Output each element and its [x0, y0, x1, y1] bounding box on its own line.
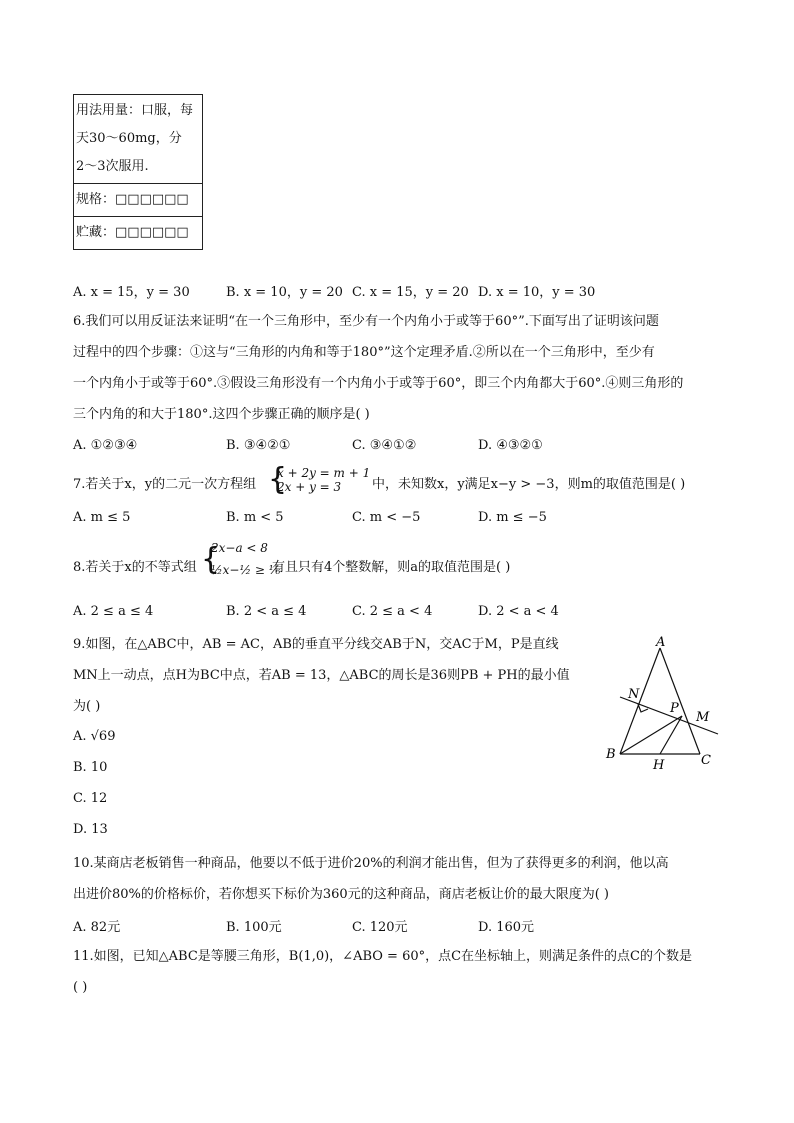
q5-option-c: C. x = 15，y = 20 — [352, 285, 469, 300]
q10-option-c: C. 120元 — [352, 920, 408, 935]
q8-option-c: C. 2 ≤ a < 4 — [352, 604, 433, 619]
q5-option-d: D. x = 10，y = 30 — [478, 285, 596, 300]
q10-option-b: B. 100元 — [226, 920, 282, 935]
q6-option-d: D. ④③②① — [478, 438, 543, 453]
q9-line-2: MN上一动点，点H为BC中点，若AB = 13，△ABC的周长是36则PB + PH的最小值 — [73, 668, 570, 683]
q9-line-1: 9.如图，在△ABC中，AB = AC，AB的垂直平分线交AB于N，交AC于M，P是直线 — [73, 637, 559, 652]
q9-option-b: B. 10 — [73, 760, 108, 775]
segment-pb — [620, 716, 682, 754]
q7-equation-2: 2x + y = 3 — [277, 480, 342, 494]
label-n: N — [628, 687, 640, 702]
spec-cell: 规格：□□□□□□ — [74, 184, 203, 217]
q8-option-b: B. 2 < a ≤ 4 — [226, 604, 307, 619]
q9-option-a: A. √69 — [73, 729, 116, 744]
q9-option-d: D. 13 — [73, 822, 108, 837]
segment-ph — [660, 716, 682, 754]
q8-inequality-1: 2x−a < 8 — [211, 541, 268, 555]
storage-cell: 贮藏：□□□□□□ — [74, 217, 203, 250]
q8-suffix: 有且只有4个整数解，则a的取值范围是( ) — [272, 560, 511, 575]
q5-option-a: A. x = 15，y = 30 — [73, 285, 190, 300]
usage-line-2: 天30～60mg，分 — [76, 131, 182, 146]
q6-option-a: A. ①②③④ — [73, 438, 138, 453]
q8-option-d: D. 2 < a < 4 — [478, 604, 559, 619]
q11-line-2: ( ) — [73, 980, 88, 995]
label-a: A — [656, 636, 666, 650]
q10-option-d: D. 160元 — [478, 920, 535, 935]
q9-line-3: 为( ) — [73, 699, 101, 714]
q6-option-b: B. ③④②① — [226, 438, 291, 453]
q6-option-c: C. ③④①② — [352, 438, 417, 453]
q6-line-1: 6.我们可以用反证法来证明“在一个三角形中，至少有一个内角小于或等于60°”.下面写出了证明该问题 — [73, 314, 659, 329]
label-m: M — [696, 710, 710, 725]
q10-option-a: A. 82元 — [73, 920, 121, 935]
q7-suffix: 中，未知数x，y满足x−y > −3，则m的取值范围是( ) — [372, 477, 686, 492]
q7-option-b: B. m < 5 — [226, 510, 284, 525]
q8-prefix: 8.若关于x的不等式组 — [73, 560, 197, 575]
dosage-info-table — [73, 94, 203, 250]
usage-cell — [74, 95, 203, 184]
label-p: P — [670, 701, 679, 716]
q10-line-2: 出进价80%的价格标价，若你想买下标价为360元的这种商品，商店老板让价的最大限度为( ) — [73, 887, 609, 902]
q6-line-4: 三个内角的和大于180°.这四个步骤正确的顺序是( ) — [73, 407, 370, 422]
q8-brace-icon: { — [201, 542, 221, 577]
q7-option-d: D. m ≤ −5 — [478, 510, 547, 525]
q7-equation-1: x + 2y = m + 1 — [277, 466, 371, 480]
side-ab — [620, 648, 660, 754]
q9-option-c: C. 12 — [73, 791, 108, 806]
label-c: C — [701, 753, 711, 768]
q7-option-a: A. m ≤ 5 — [73, 510, 131, 525]
q5-option-b: B. x = 10，y = 20 — [226, 285, 343, 300]
usage-line-1: 用法用量：口服，每 — [76, 103, 194, 118]
usage-line-3: 2～3次服用. — [76, 159, 149, 174]
q6-line-3: 一个内角小于或等于60°.③假设三角形没有一个内角小于或等于60°，即三个内角都大于60°.④则三角形的 — [73, 376, 684, 391]
q11-line-1: 11.如图，已知△ABC是等腰三角形，B(1,0)，∠ABO = 60°，点C在坐标轴上，则满足条件的点C的个数是 — [73, 949, 692, 964]
q7-prefix: 7.若关于x，y的二元一次方程组 — [73, 477, 257, 492]
q8-inequality-2: ½x−½ ≥ ⅙ — [211, 563, 281, 577]
q6-line-2: 过程中的四个步骤：①这与“三角形的内角和等于180°”这个定理矛盾.②所以在一个三角形中，至少有 — [73, 345, 655, 360]
side-ac — [660, 648, 700, 754]
q10-line-1: 10.某商店老板销售一种商品，他要以不低于进价20%的利润才能出售，但为了获得更多的利润，他以高 — [73, 856, 669, 871]
q7-option-c: C. m < −5 — [352, 510, 421, 525]
q9-triangle-figure — [600, 636, 730, 772]
label-b: B — [606, 747, 616, 762]
label-h: H — [653, 758, 665, 772]
q7-brace-icon: { — [268, 462, 288, 497]
q8-option-a: A. 2 ≤ a ≤ 4 — [73, 604, 154, 619]
